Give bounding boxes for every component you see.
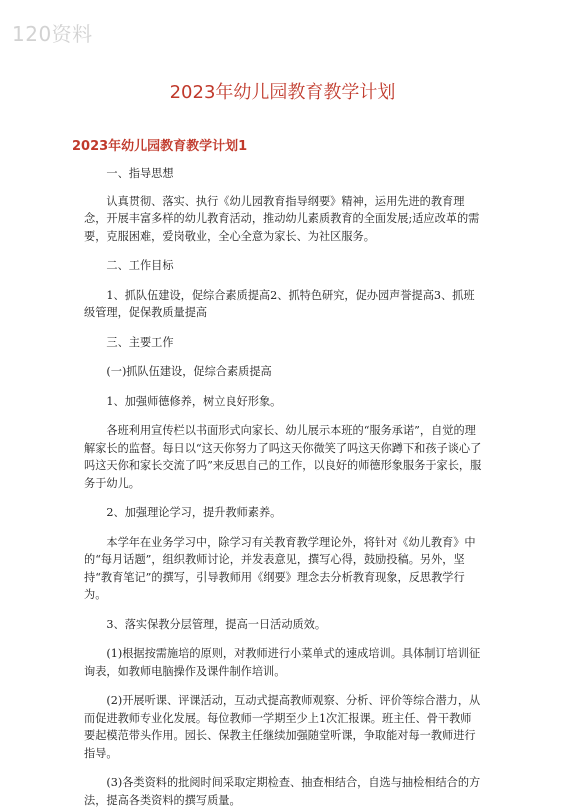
paragraph: (3)各类资料的批阅时间采取定期检查、抽查相结合，自选与抽检相结合的方法，提高各类资料的撰写质量。 bbox=[84, 776, 481, 807]
subheading: 2、加强理论学习，提升教师素养。 bbox=[106, 506, 282, 519]
subheading: (一)抓队伍建设，促综合素质提高 bbox=[106, 365, 272, 378]
paragraph: (2)开展听课、评课活动，互动式提高教师观察、分析、评价等综合潜力，从而促进教师专业化发展。每位教师一学期至少上1次汇报课。班主任、骨干教师要起模范带头作用。园长、保教主任继续加强随堂听课，争取能对每一教师进行指导。 bbox=[84, 694, 481, 760]
document-body bbox=[0, 165, 565, 809]
paragraph: 本学年在业务学习中，除学习有关教育教学理论外，将针对《幼儿教育》中的“每月话题”，组织教师讨论，并发表意见，撰写心得，鼓励投稿。另外，坚持“教育笔记”的撰写，引导教师用《纲要》理念去分析教育现象，反思教学行为。 bbox=[84, 535, 476, 601]
section-title: 2023年幼儿园教育教学计划1 bbox=[72, 139, 248, 154]
paragraph: (1)根据按需施培的原则，对教师进行小菜单式的速成培训。具体制订培训征询表，如教师电脑操作及课件制作培训。 bbox=[84, 647, 481, 678]
watermark: 120资料 bbox=[12, 22, 93, 46]
paragraph: 各班利用宣传栏以书面形式向家长、幼儿展示本班的“服务承诺”，自觉的理解家长的监督。每日以“这天你努力了吗这天你微笑了吗这天你蹲下和孩子谈心了吗这天你和家长交流了吗”来反思自己的工作，以良好的师德形象服务于家长，服务于幼儿。 bbox=[84, 424, 482, 490]
heading-work-goals: 二、工作目标 bbox=[106, 259, 174, 272]
subheading: 1、加强师德修养，树立良好形象。 bbox=[106, 394, 282, 408]
heading-guiding-ideology: 一、指导思想 bbox=[106, 167, 174, 180]
paragraph: 认真贯彻、落实、执行《幼儿园教育指导纲要》精神，运用先进的教育理念，开展丰富多样的幼儿教育活动，推动幼儿素质教育的全面发展;适应改革的需要，克服困难，爱岗敬业，全心全意为家长、为社区服务。 bbox=[84, 194, 480, 243]
document-title: 2023年幼儿园教育教学计划 bbox=[169, 82, 396, 103]
heading-main-work: 三、主要工作 bbox=[106, 335, 174, 349]
subheading: 3、落实保教分层管理，提高一日活动质效。 bbox=[106, 617, 327, 631]
paragraph: 1、抓队伍建设，促综合素质提高2、抓特色研究，促办园声誉提高3、抓班级管理，促保教质量提高 bbox=[84, 288, 475, 319]
